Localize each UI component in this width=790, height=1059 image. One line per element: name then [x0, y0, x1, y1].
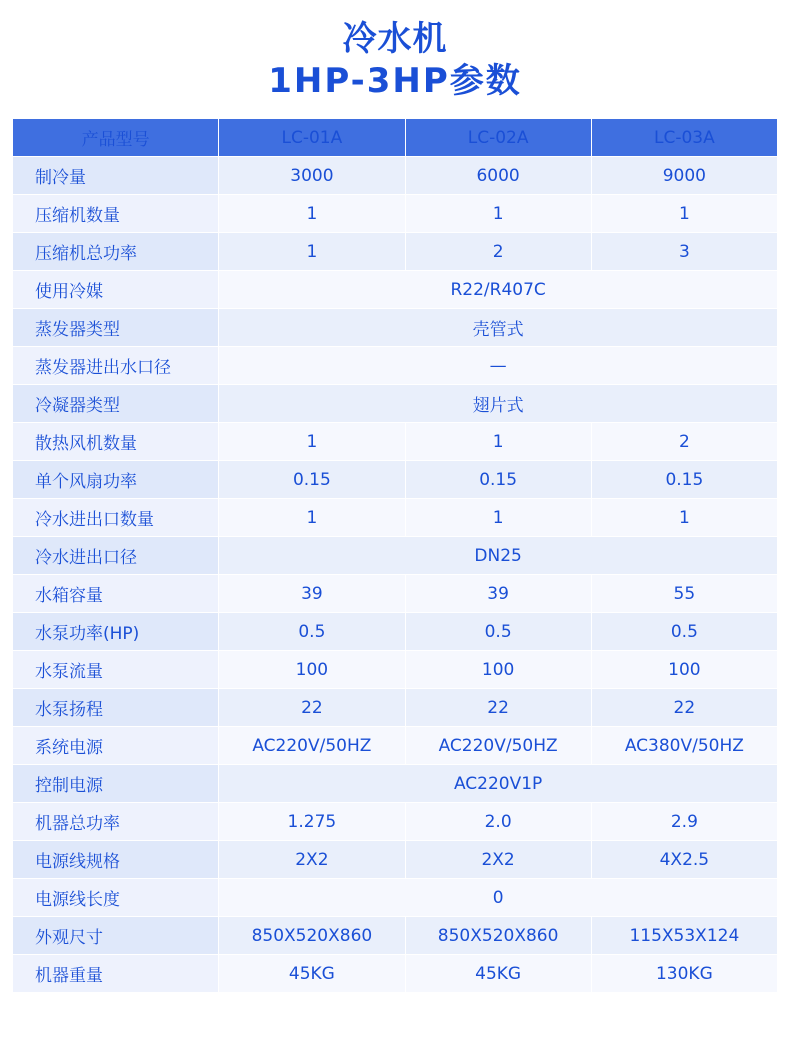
table-row	[13, 271, 778, 309]
row-label: 水箱容量	[13, 575, 219, 613]
row-value: 22	[405, 689, 591, 727]
table-row	[13, 765, 778, 803]
table-row	[13, 461, 778, 499]
row-value: 850X520X860	[405, 917, 591, 955]
row-value-merged: —	[219, 347, 778, 385]
table-row	[13, 537, 778, 575]
row-value: 1	[405, 423, 591, 461]
row-value: 3000	[219, 157, 405, 195]
row-value: 2.9	[591, 803, 777, 841]
row-label: 单个风扇功率	[13, 461, 219, 499]
row-label: 电源线长度	[13, 879, 219, 917]
row-value: 1	[219, 233, 405, 271]
row-value: 100	[591, 651, 777, 689]
table-row	[13, 347, 778, 385]
row-label: 冷水进出口数量	[13, 499, 219, 537]
row-value: 2	[591, 423, 777, 461]
table-row	[13, 195, 778, 233]
row-value: 100	[219, 651, 405, 689]
table-row	[13, 309, 778, 347]
row-label: 系统电源	[13, 727, 219, 765]
table-row	[13, 385, 778, 423]
table-row	[13, 613, 778, 651]
table-row	[13, 499, 778, 537]
row-value: AC220V/50HZ	[219, 727, 405, 765]
row-value: 0.5	[219, 613, 405, 651]
row-value: 55	[591, 575, 777, 613]
row-value: 22	[591, 689, 777, 727]
row-value: 1	[405, 499, 591, 537]
page-title	[0, 0, 790, 112]
specification-table	[12, 118, 778, 993]
column-header-model-label: 产品型号	[13, 119, 219, 157]
row-value: 0.5	[405, 613, 591, 651]
row-value: 115X53X124	[591, 917, 777, 955]
table-row	[13, 157, 778, 195]
row-value: 100	[405, 651, 591, 689]
row-label: 制冷量	[13, 157, 219, 195]
row-value-merged: 翅片式	[219, 385, 778, 423]
row-value: 1	[219, 195, 405, 233]
row-label: 压缩机总功率	[13, 233, 219, 271]
table-row	[13, 233, 778, 271]
row-value: 1	[591, 195, 777, 233]
row-label: 冷水进出口径	[13, 537, 219, 575]
table-row	[13, 423, 778, 461]
row-value: 3	[591, 233, 777, 271]
row-value: 2X2	[219, 841, 405, 879]
row-label: 水泵扬程	[13, 689, 219, 727]
table-row	[13, 651, 778, 689]
row-label: 水泵功率(HP)	[13, 613, 219, 651]
table-row	[13, 575, 778, 613]
row-value: 39	[219, 575, 405, 613]
row-value: AC220V/50HZ	[405, 727, 591, 765]
table-row	[13, 689, 778, 727]
row-label: 电源线规格	[13, 841, 219, 879]
row-value: 1	[219, 423, 405, 461]
row-value: 0.15	[591, 461, 777, 499]
row-value-merged: R22/R407C	[219, 271, 778, 309]
row-value: 2.0	[405, 803, 591, 841]
column-header-lc03a: LC-03A	[591, 119, 777, 157]
table-row	[13, 727, 778, 765]
row-value-merged: 壳管式	[219, 309, 778, 347]
row-label: 机器重量	[13, 955, 219, 993]
row-value: 1.275	[219, 803, 405, 841]
row-value: 45KG	[219, 955, 405, 993]
table-row	[13, 841, 778, 879]
row-value: 4X2.5	[591, 841, 777, 879]
row-value: 1	[591, 499, 777, 537]
table-header	[13, 119, 778, 157]
row-value-merged: 0	[219, 879, 778, 917]
row-label: 外观尺寸	[13, 917, 219, 955]
row-value: 0.15	[219, 461, 405, 499]
row-label: 蒸发器类型	[13, 309, 219, 347]
column-header-lc02a: LC-02A	[405, 119, 591, 157]
row-value: 45KG	[405, 955, 591, 993]
table-row	[13, 803, 778, 841]
row-value: 850X520X860	[219, 917, 405, 955]
row-label: 水泵流量	[13, 651, 219, 689]
row-value-merged: DN25	[219, 537, 778, 575]
row-value: 0.5	[591, 613, 777, 651]
row-value-merged: AC220V1P	[219, 765, 778, 803]
title-line-range: 1HP-3HP参数	[268, 61, 522, 101]
column-header-lc01a: LC-01A	[219, 119, 405, 157]
row-value: 1	[405, 195, 591, 233]
row-value: 39	[405, 575, 591, 613]
table-row	[13, 917, 778, 955]
row-value: 2X2	[405, 841, 591, 879]
row-label: 压缩机数量	[13, 195, 219, 233]
row-label: 散热风机数量	[13, 423, 219, 461]
row-value: 1	[219, 499, 405, 537]
row-value: 2	[405, 233, 591, 271]
row-label: 蒸发器进出水口径	[13, 347, 219, 385]
row-label: 冷凝器类型	[13, 385, 219, 423]
table-row	[13, 955, 778, 993]
table-body	[13, 157, 778, 993]
table-header-row	[13, 119, 778, 157]
row-label: 控制电源	[13, 765, 219, 803]
row-label: 使用冷媒	[13, 271, 219, 309]
table-row	[13, 879, 778, 917]
row-value: 130KG	[591, 955, 777, 993]
row-value: 0.15	[405, 461, 591, 499]
row-value: 9000	[591, 157, 777, 195]
row-label: 机器总功率	[13, 803, 219, 841]
row-value: 6000	[405, 157, 591, 195]
row-value: 22	[219, 689, 405, 727]
row-value: AC380V/50HZ	[591, 727, 777, 765]
title-line-product: 冷水机	[342, 19, 448, 59]
